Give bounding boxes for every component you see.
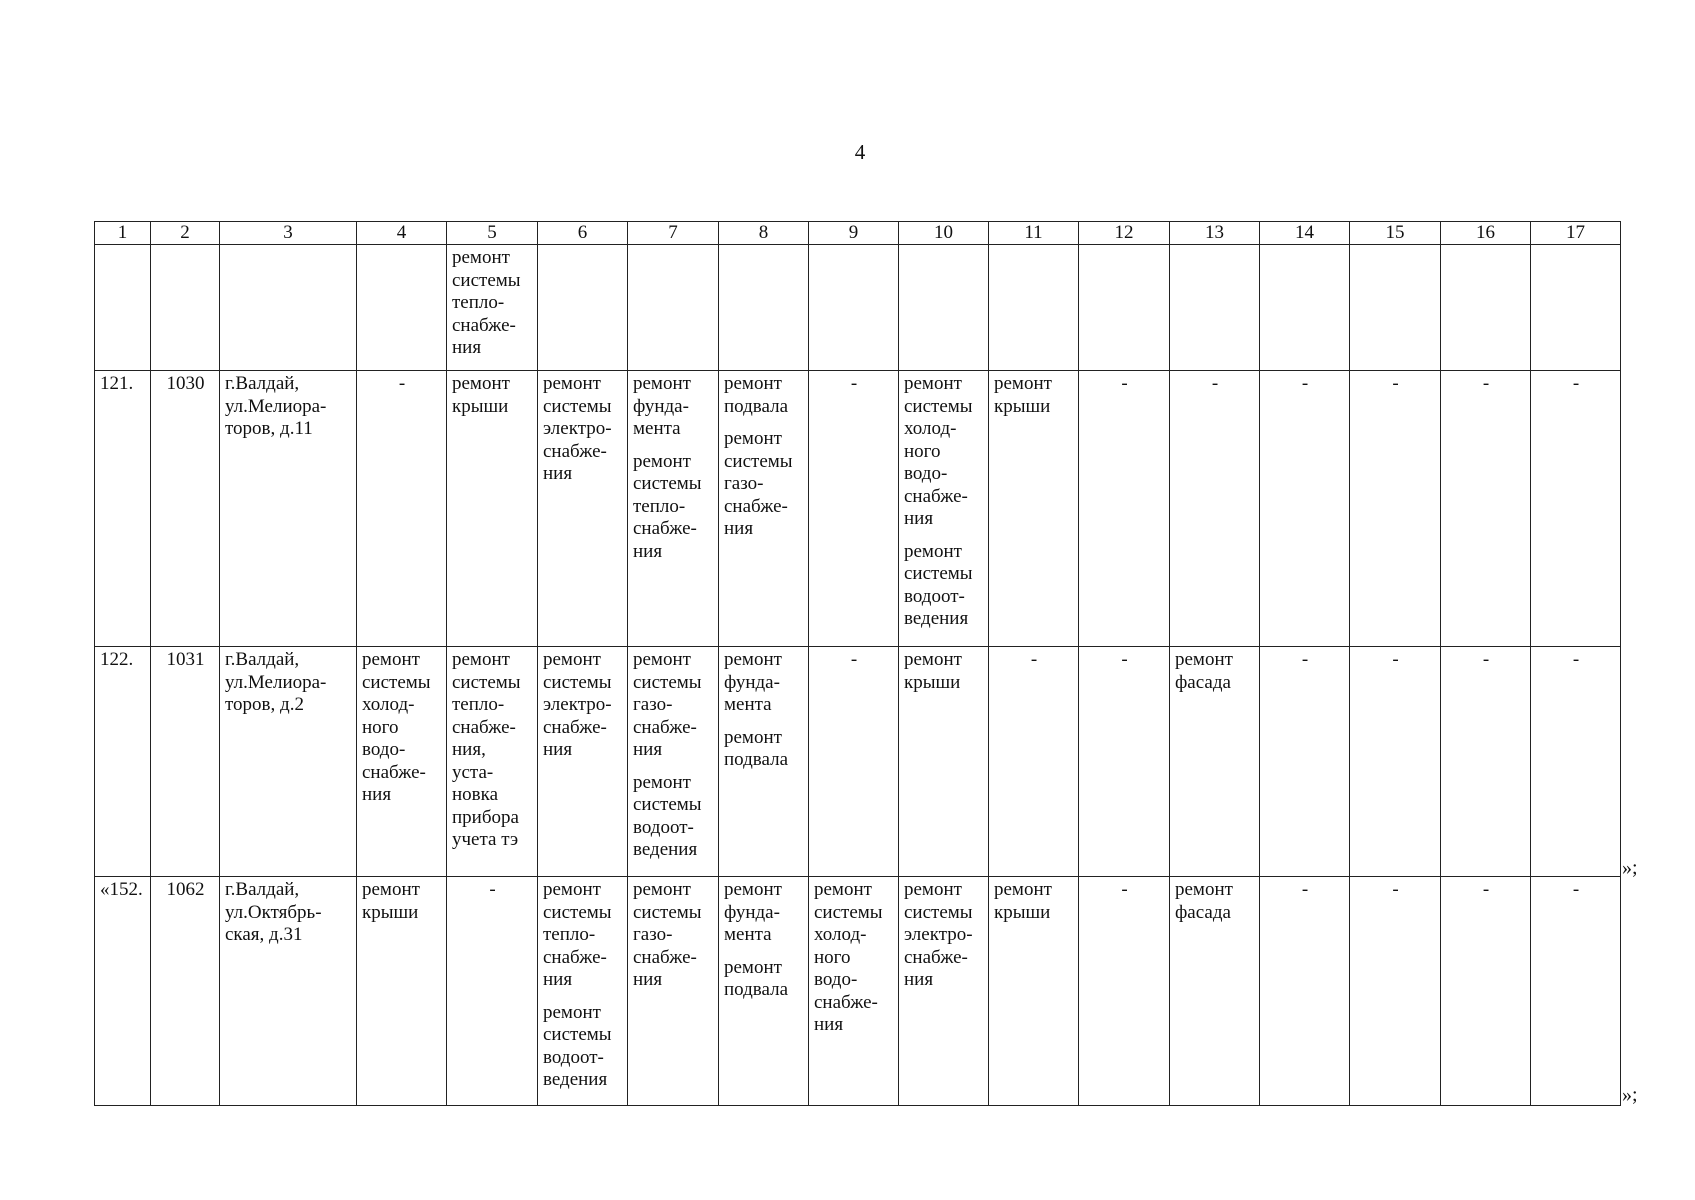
table-cell	[1350, 245, 1441, 371]
table-cell	[1079, 245, 1170, 371]
table-cell: -	[1260, 647, 1350, 877]
table-cell: -	[1531, 647, 1621, 877]
table-cell: -	[1531, 877, 1621, 1106]
column-number-row	[95, 222, 1621, 245]
table-cell: ремонт крыши	[447, 371, 538, 647]
table-cell: ремонт крыши	[357, 877, 447, 1106]
table-cell	[899, 245, 989, 371]
table-cell	[628, 245, 719, 371]
column-number-header: 5	[447, 222, 538, 245]
table-cell	[1441, 245, 1531, 371]
table-cell: ремонт фасада	[1170, 877, 1260, 1106]
table-cell: -	[1079, 877, 1170, 1106]
table-cell: -	[1531, 371, 1621, 647]
table-cell: ремонт системы электро- снабже- ния	[899, 877, 989, 1106]
table-cell: -	[1350, 877, 1441, 1106]
table-cell: г.Валдай, ул.Мелиора- торов, д.11	[220, 371, 357, 647]
table-cell	[1260, 245, 1350, 371]
column-number-header: 3	[220, 222, 357, 245]
column-number-header: 10	[899, 222, 989, 245]
table-cell: -	[809, 647, 899, 877]
table-cell: 122.	[95, 647, 151, 877]
table-cell: ремонт фунда- мента ремонт подвала	[719, 877, 809, 1106]
table-cell: «152.	[95, 877, 151, 1106]
table-cell	[719, 245, 809, 371]
table-cell: ремонт крыши	[989, 877, 1079, 1106]
table-cell: ремонт системы газо- снабже- ния	[628, 877, 719, 1106]
table-cell: 1031	[151, 647, 220, 877]
table-cell: ремонт фунда- мента ремонт подвала	[719, 647, 809, 877]
column-number-header: 15	[1350, 222, 1441, 245]
closing-mark: »;	[1622, 1084, 1638, 1106]
table-cell: ремонт системы холод- ного водо- снабже- ния	[809, 877, 899, 1106]
table-cell: -	[1441, 371, 1531, 647]
table-cell: ремонт системы холод- ного водо- снабже- ния	[357, 647, 447, 877]
table-cell: ремонт системы тепло- снабже- ния ремонт системы водоот- ведения	[538, 877, 628, 1106]
table-cell: -	[1079, 371, 1170, 647]
page-number: 4	[854, 140, 866, 164]
table-cell: 1030	[151, 371, 220, 647]
column-number-header: 16	[1441, 222, 1531, 245]
table-cell: г.Валдай, ул.Октябрь- ская, д.31	[220, 877, 357, 1106]
table-cell: -	[1441, 647, 1531, 877]
table-cell: ремонт системы газо- снабже- ния ремонт системы водоот- ведения	[628, 647, 719, 877]
column-number-header: 7	[628, 222, 719, 245]
table-cell: ремонт системы электро- снабже- ния	[538, 371, 628, 647]
table-cell	[989, 245, 1079, 371]
table-cell	[220, 245, 357, 371]
table-cell: ремонт крыши	[899, 647, 989, 877]
table-row	[95, 371, 1621, 647]
table-cell: г.Валдай, ул.Мелиора- торов, д.2	[220, 647, 357, 877]
table-cell	[95, 245, 151, 371]
repair-schedule-table	[94, 221, 1621, 1106]
table-row	[95, 877, 1621, 1106]
table-cell: -	[1350, 647, 1441, 877]
table-cell	[538, 245, 628, 371]
column-number-header: 13	[1170, 222, 1260, 245]
table-cell: -	[809, 371, 899, 647]
column-number-header: 4	[357, 222, 447, 245]
table-row	[95, 647, 1621, 877]
table-cell: ремонт системы тепло- снабже- ния, уста- новка прибора учета тэ	[447, 647, 538, 877]
table-cell: -	[1441, 877, 1531, 1106]
table-cell: 121.	[95, 371, 151, 647]
column-number-header: 9	[809, 222, 899, 245]
table-cell: ремонт фунда- мента ремонт системы тепло- снабже- ния	[628, 371, 719, 647]
table-cell	[1531, 245, 1621, 371]
table-cell: ремонт подвала ремонт системы газо- снабже- ния	[719, 371, 809, 647]
table-cell: -	[1260, 371, 1350, 647]
table-cell: -	[1260, 877, 1350, 1106]
column-number-header: 11	[989, 222, 1079, 245]
column-number-header: 14	[1260, 222, 1350, 245]
column-number-header: 17	[1531, 222, 1621, 245]
table-cell: -	[447, 877, 538, 1106]
table-cell: -	[1170, 371, 1260, 647]
table-cell: -	[357, 371, 447, 647]
table-cell: -	[1079, 647, 1170, 877]
column-number-header: 8	[719, 222, 809, 245]
table-cell: ремонт крыши	[989, 371, 1079, 647]
closing-mark: »;	[1622, 857, 1638, 879]
column-number-header: 6	[538, 222, 628, 245]
table-cell: 1062	[151, 877, 220, 1106]
table-cell	[357, 245, 447, 371]
table-row	[95, 245, 1621, 371]
table-cell: ремонт фасада	[1170, 647, 1260, 877]
column-number-header: 1	[95, 222, 151, 245]
table-cell: ремонт системы холод- ного водо- снабже- ния ремонт системы водоот- ведения	[899, 371, 989, 647]
table-cell	[1170, 245, 1260, 371]
column-number-header: 12	[1079, 222, 1170, 245]
table-cell: ремонт системы тепло- снабже- ния	[447, 245, 538, 371]
table-cell: ремонт системы электро- снабже- ния	[538, 647, 628, 877]
column-number-header: 2	[151, 222, 220, 245]
table-cell	[809, 245, 899, 371]
table-cell: -	[1350, 371, 1441, 647]
table-cell	[151, 245, 220, 371]
table-cell: -	[989, 647, 1079, 877]
